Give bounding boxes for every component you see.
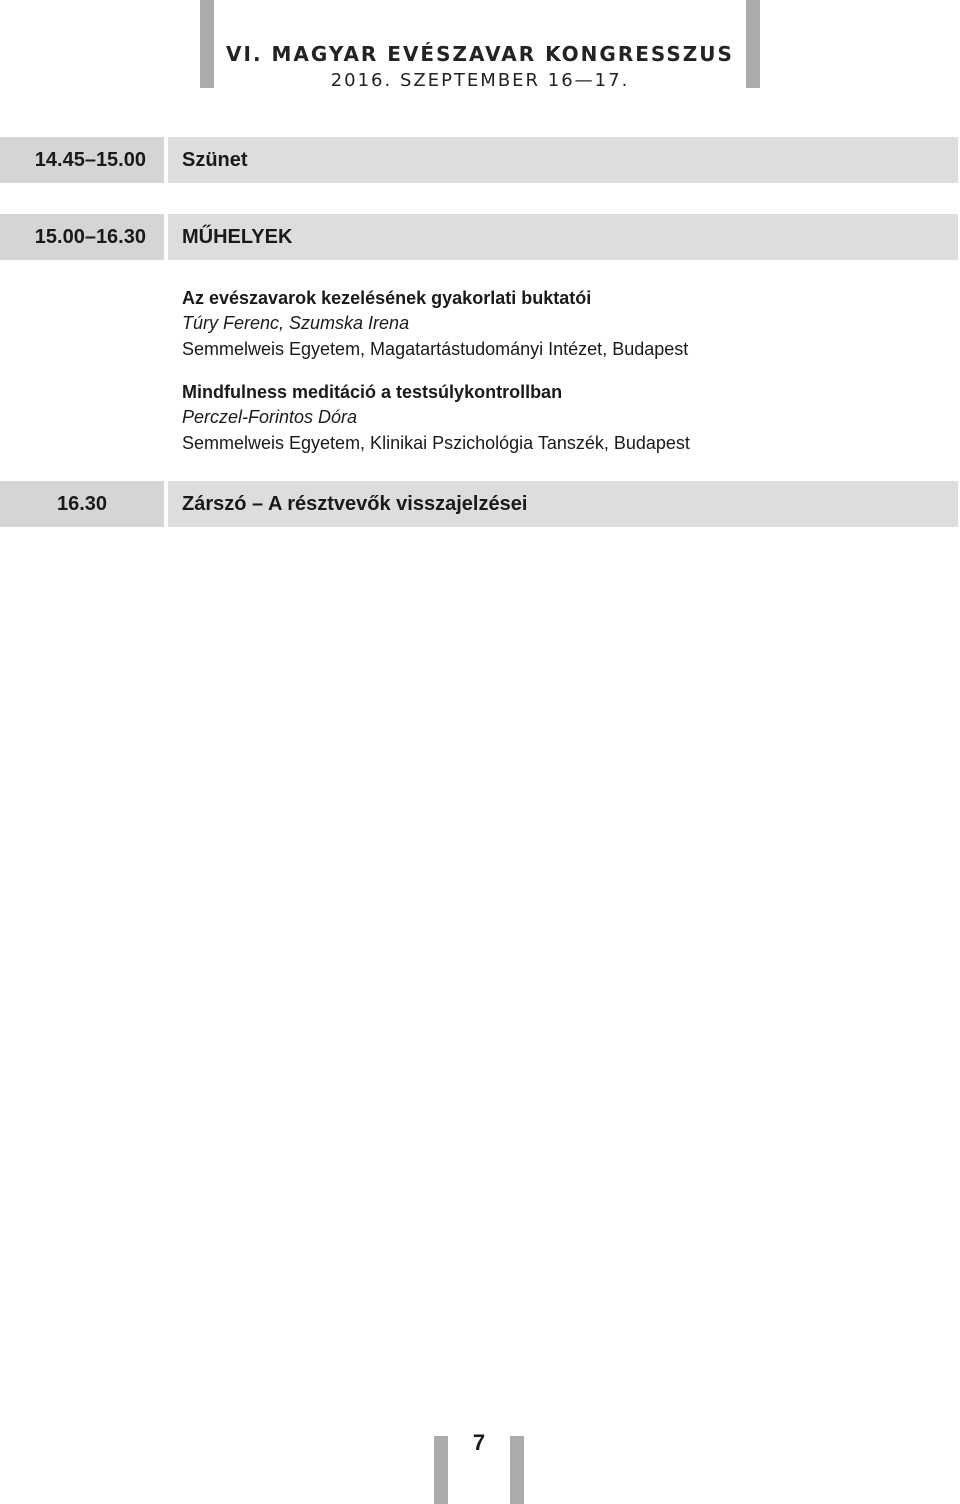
- schedule-row-closing: [0, 481, 960, 527]
- closing-title: Zárszó – A résztvevők visszajelzései: [168, 481, 958, 527]
- break-title: Szünet: [168, 137, 958, 183]
- congress-title: VI. MAGYAR EVÉSZAVAR KONGRESSZUS: [226, 42, 734, 66]
- footer-bar-left: [434, 1436, 448, 1504]
- page-number: 7: [472, 1430, 486, 1455]
- schedule-row-workshops: [0, 214, 960, 260]
- workshops-title: MŰHELYEK: [168, 214, 958, 260]
- header-bar-left: [200, 0, 214, 88]
- session-affiliation: Semmelweis Egyetem, Klinikai Pszichológia Tanszék, Budapest: [182, 433, 690, 453]
- session-title: Az evészavarok kezelésének gyakorlati buktatói: [182, 288, 592, 308]
- schedule-row-break: [0, 137, 960, 183]
- session-affiliation: Semmelweis Egyetem, Magatartástudományi Intézet, Budapest: [182, 339, 689, 359]
- session-authors: Perczel-Forintos Dóra: [182, 407, 358, 427]
- workshop-session: [182, 380, 952, 456]
- congress-date: 2016. SZEPTEMBER 16—17.: [330, 70, 630, 91]
- session-title: Mindfulness meditáció a testsúlykontrollban: [182, 382, 563, 402]
- workshops-time: 15.00–16.30: [0, 214, 164, 260]
- break-time: 14.45–15.00: [0, 137, 164, 183]
- closing-time: 16.30: [0, 481, 164, 527]
- session-authors: Túry Ferenc, Szumska Irena: [182, 313, 410, 333]
- header-bar-right: [746, 0, 760, 88]
- workshop-session: [182, 286, 952, 362]
- footer-bar-right: [510, 1436, 524, 1504]
